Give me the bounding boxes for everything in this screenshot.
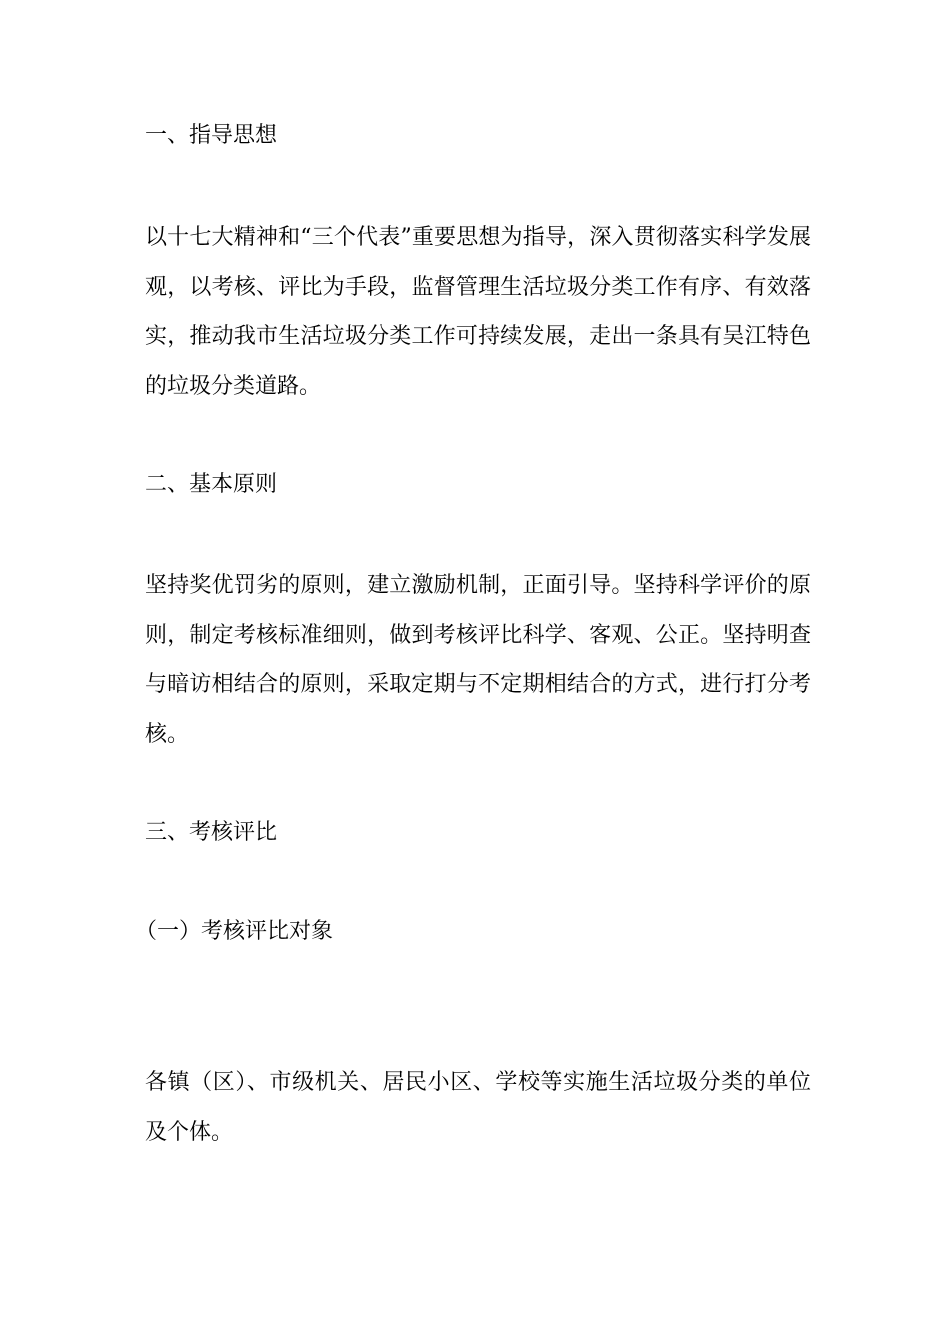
paragraph-assessment-targets bbox=[145, 1058, 811, 1157]
section-heading-guiding-ideology: 一、指导思想 bbox=[145, 123, 278, 148]
paragraph-basic-principles bbox=[145, 561, 811, 759]
paragraph-line: 坚持奖优罚劣的原则，建立激励机制，正面引导。坚持科学评价的原 bbox=[145, 573, 811, 598]
paragraph-line: 以十七大精神和“三个代表”重要思想为指导，深入贯彻落实科学发展 bbox=[145, 225, 811, 250]
paragraph-line: 观，以考核、评比为手段，监督管理生活垃圾分类工作有序、有效落 bbox=[145, 274, 811, 300]
section-heading-basic-principles: 二、基本原则 bbox=[145, 472, 278, 497]
paragraph-guiding-ideology bbox=[145, 213, 811, 411]
paragraph-line: 各镇（区）、市级机关、居民小区、学校等实施生活垃圾分类的单位 bbox=[145, 1070, 811, 1095]
section-heading-assessment: 三、考核评比 bbox=[145, 820, 278, 845]
subsection-heading-assessment-targets: （一）考核评比对象 bbox=[135, 919, 334, 944]
paragraph-line: 的垃圾分类道路。 bbox=[145, 373, 322, 399]
paragraph-line: 则，制定考核标准细则，做到考核评比科学、客观、公正。坚持明查 bbox=[145, 622, 811, 648]
paragraph-line: 及个体。 bbox=[145, 1119, 234, 1145]
paragraph-line: 与暗访相结合的原则，采取定期与不定期相结合的方式，进行打分考 bbox=[145, 672, 811, 697]
paragraph-line: 实，推动我市生活垃圾分类工作可持续发展，走出一条具有吴江特色 bbox=[145, 324, 811, 349]
paragraph-line: 核。 bbox=[145, 721, 190, 747]
